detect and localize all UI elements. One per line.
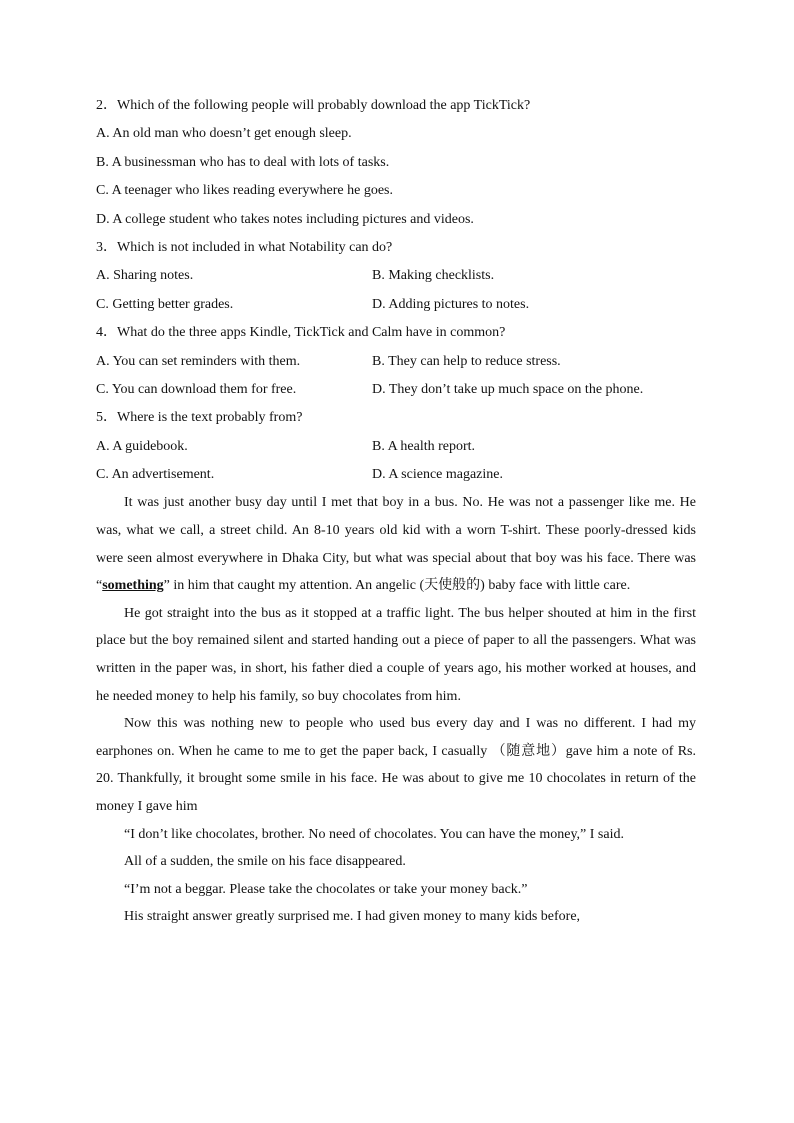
passage-paragraph-7: His straight answer greatly surprised me. I had given money to many kids before,	[124, 909, 581, 925]
passage-paragraph-3: Now this was nothing new to people who used bus every day and I was no different. I had my earphones on. When he came to me to get the paper back, I casually （随意地）gave him a note of Rs. 20. Thankfully, it brought some smile in his face. He was about to give me 10 chocolates in return of the money I gave him	[96, 716, 696, 814]
passage-p1-text-after: ” in him that caught my attention. An angelic (天使般的) baby face with little care.	[163, 578, 631, 594]
question-3-option-c: C. Getting better grades.	[96, 296, 234, 312]
question-5-option-c: C. An advertisement.	[96, 467, 215, 483]
question-2-option-b: B. A businessman who has to deal with lots of tasks.	[96, 154, 390, 170]
question-3-option-d: D. Adding pictures to notes.	[372, 296, 530, 312]
question-4-option-c: C. You can download them for free.	[96, 381, 297, 397]
question-3-option-a: A. Sharing notes.	[96, 268, 194, 284]
question-5-options-row-2	[96, 461, 696, 489]
passage-paragraph-2: He got straight into the bus as it stopped at a traffic light. The bus helper shouted at him in the first place but the boy remained silent and started handing out a piece of paper to all the passengers. What was written in the paper was, in short, his father died a couple of years ago, his mother worked at houses, and he needed money to help his family, so buy chocolates from him.	[96, 605, 696, 704]
question-4-options-row-2	[96, 376, 696, 404]
question-2-option-d: D. A college student who takes notes including pictures and videos.	[96, 211, 474, 227]
passage-paragraph-6: “I’m not a beggar. Please take the chocolates or take your money back.”	[124, 881, 528, 897]
question-5-stem: 5．Where is the text probably from?	[96, 410, 303, 426]
question-2-option-a: A. An old man who doesn’t get enough sleep.	[96, 126, 352, 142]
passage-paragraph-1	[96, 489, 696, 599]
question-5-option-d: D. A science magazine.	[372, 467, 504, 483]
question-3-options-row-1	[96, 262, 696, 290]
question-3-stem: 3．Which is not included in what Notability can do?	[96, 239, 393, 255]
question-2-option-c: C. A teenager who likes reading everywhere he goes.	[96, 183, 394, 199]
passage-paragraph-5: All of a sudden, the smile on his face disappeared.	[124, 854, 406, 870]
question-4-option-b: B. They can help to reduce stress.	[372, 353, 561, 369]
passage-paragraph-4: “I don’t like chocolates, brother. No need of chocolates. You can have the money,” I said.	[124, 826, 624, 842]
question-5-option-a: A. A guidebook.	[96, 438, 188, 454]
question-4-stem: 4．What do the three apps Kindle, TickTick and Calm have in common?	[96, 325, 506, 341]
question-2-stem: 2．Which of the following people will probably download the app TickTick?	[96, 98, 531, 113]
question-3-option-b: B. Making checklists.	[372, 268, 495, 284]
passage-p1-text-before: It was just another busy day until I met that boy in a bus. No. He was not a passenger like me. He was, what we call, a street child. An 8-10 years old kid with a worn T-shirt. These poorly-dressed kids were seen almost everywhere in Dhaka City, but what was special about that boy was his face. There was “	[96, 495, 696, 594]
passage-emphasized-word: something	[102, 578, 164, 594]
question-5-options-row-1	[96, 433, 696, 461]
question-4-option-d: D. They don’t take up much space on the phone.	[372, 381, 644, 397]
question-5-option-b: B. A health report.	[372, 438, 476, 454]
question-4-option-a: A. You can set reminders with them.	[96, 353, 301, 369]
document-page	[96, 92, 696, 931]
question-4-options-row-1	[96, 348, 696, 376]
question-3-options-row-2	[96, 291, 696, 319]
